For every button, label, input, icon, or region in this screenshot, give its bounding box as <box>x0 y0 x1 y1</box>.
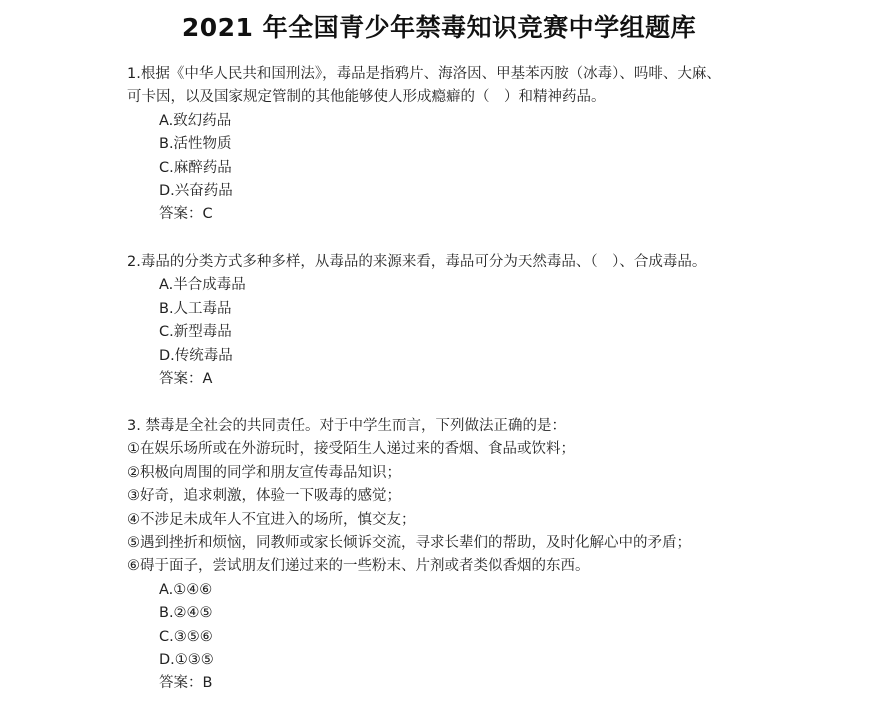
statement-1: ①在娱乐场所或在外游玩时，接受陌生人递过来的香烟、食品或饮料； <box>127 441 575 458</box>
option-a: A.致幻药品 <box>159 112 232 129</box>
option-c: C.新型毒品 <box>159 324 232 341</box>
answer-line <box>0 203 878 226</box>
answer-label: 答案： <box>159 206 203 223</box>
answer-line <box>0 672 878 695</box>
statement-5: ⑤遇到挫折和烦恼，同教师或家长倾诉交流，寻求长辈们的帮助，及时化解心中的矛盾； <box>127 535 691 552</box>
option-c: C.麻醉药品 <box>159 159 232 176</box>
answer-value: A <box>202 371 213 388</box>
question-stem-line: 1.根据《中华人民共和国刑法》，毒品是指鸦片、海洛因、甲基苯丙胺（冰毒）、吗啡、大麻、 <box>127 66 721 82</box>
question-stem-line: 可卡因，以及国家规定管制的其他能够使人形成瘾癖的（ ）和精神药品。 <box>127 89 606 106</box>
option-a: A.半合成毒品 <box>159 277 246 294</box>
question-2 <box>0 251 878 391</box>
question-stem-line: 3. 禁毒是全社会的共同责任。对于中学生而言，下列做法正确的是： <box>127 418 566 434</box>
option-d: D.①③⑤ <box>159 652 214 669</box>
statement-4: ④不涉足未成年人不宜进入的场所，慎交友； <box>127 511 416 528</box>
option-b: B.人工毒品 <box>159 300 232 317</box>
question-stem-line: 2.毒品的分类方式多种多样，从毒品的来源来看，毒品可分为天然毒品、（ ）、合成毒品。 <box>127 254 707 270</box>
option-b: B.活性物质 <box>159 136 232 153</box>
question-3 <box>0 415 878 696</box>
answer-line <box>0 368 878 391</box>
option-d: D.兴奋药品 <box>159 183 233 200</box>
option-a: A.①④⑥ <box>159 581 213 598</box>
statement-3: ③好奇，追求刺激，体验一下吸毒的感觉； <box>127 488 401 505</box>
question-1 <box>0 63 878 227</box>
answer-value: B <box>202 675 213 692</box>
page-title: 2021 年全国青少年禁毒知识竞赛中学组题库 <box>181 13 697 42</box>
statement-2: ②积极向周围的同学和朋友宣传毒品知识； <box>127 464 401 481</box>
option-d: D.传统毒品 <box>159 347 233 364</box>
answer-label: 答案： <box>159 675 203 692</box>
option-c: C.③⑤⑥ <box>159 628 213 645</box>
option-b: B.②④⑤ <box>159 605 213 622</box>
answer-label: 答案： <box>159 371 203 388</box>
statement-6: ⑥碍于面子，尝试朋友们递过来的一些粉末、片剂或者类似香烟的东西。 <box>127 558 590 575</box>
answer-value: C <box>202 206 213 223</box>
